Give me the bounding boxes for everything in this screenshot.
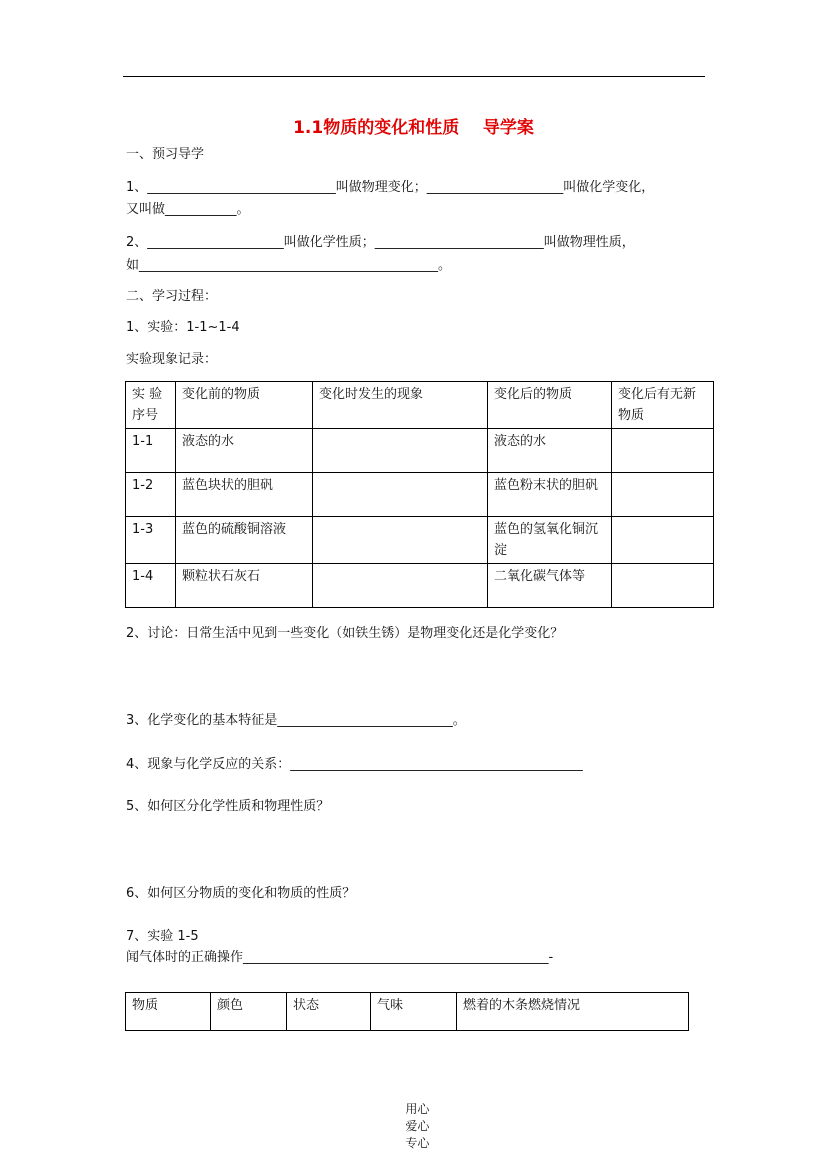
table-row [126,517,714,564]
footer-text: 专心 [405,1136,430,1150]
question-7: 7、实验 1-5 [126,929,199,944]
question-6: 6、如何区分物质的变化和物质的性质？ [126,886,356,901]
footer-text: 用心 [405,1102,430,1116]
table-header-row [126,382,714,429]
footer-text: 爱心 [405,1119,430,1133]
table-cell: 蓝色的硫酸铜溶液 [176,517,313,564]
table-row [126,473,714,517]
question-1-line-2: 又叫做___________。 [126,202,250,217]
question-5: 5、如何区分化学性质和物理性质？ [126,799,330,814]
table-row [126,564,714,608]
header-cell: 变化时发生的现象 [313,382,488,429]
table-cell [313,473,488,517]
table-cell: 液态的水 [176,429,313,473]
table-cell [313,517,488,564]
table-cell [313,429,488,473]
table-row [126,429,714,473]
experiment-1-label: 1、实验：1-1~1-4 [126,320,240,335]
section-heading-preview: 一、预习导学 [126,147,205,162]
table-cell [313,564,488,608]
header-cell: 物质 [126,993,211,1031]
table-cell: 蓝色的氢氧化铜沉淀 [488,517,612,564]
table-cell: 1-2 [126,473,176,517]
table-cell: 蓝色块状的胆矾 [176,473,313,517]
table-cell: 液态的水 [488,429,612,473]
table-cell: 蓝色粉末状的胆矾 [488,473,612,517]
question-discussion: 2、讨论：日常生活中见到一些变化（如铁生锈）是物理变化还是化学变化？ [126,626,564,641]
gas-properties-table [125,992,689,1031]
header-cell: 变化后的物质 [488,382,612,429]
page-title: 1.1物质的变化和性质 导学案 [293,118,534,138]
question-4: 4、现象与化学反应的关系：_____________________________________________ [126,757,583,772]
table-cell [612,429,714,473]
question-7-line-2: 闻气体时的正确操作_______________________________________________- [126,950,554,965]
question-1-line-1: 1、_____________________________叫做物理变化；_____________________叫做化学变化， [126,180,655,195]
page-footer [0,1086,827,1151]
section-heading-process: 二、学习过程： [126,289,218,304]
table-cell: 1-3 [126,517,176,564]
table-cell: 1-4 [126,564,176,608]
header-cell: 燃着的木条燃烧情况 [457,993,689,1031]
header-cell: 变化前的物质 [176,382,313,429]
experiment-record-table [125,381,714,608]
header-cell: 变化后有无新物质 [612,382,714,429]
table-cell [612,517,714,564]
header-cell: 颜色 [211,993,287,1031]
table-cell [612,564,714,608]
table-cell: 颗粒状石灰石 [176,564,313,608]
header-cell: 气味 [371,993,457,1031]
record-label: 实验现象记录： [126,352,218,367]
table-cell [612,473,714,517]
table-cell: 二氧化碳气体等 [488,564,612,608]
header-cell: 状态 [287,993,371,1031]
question-2-line-2: 如______________________________________________。 [126,258,451,273]
header-cell: 实 验序号 [126,382,176,429]
header-rule [123,76,705,77]
question-2-line-1: 2、_____________________叫做化学性质；__________________________叫做物理性质， [126,235,635,250]
table-cell: 1-1 [126,429,176,473]
table-header-row [126,993,689,1031]
question-3: 3、化学变化的基本特征是___________________________。 [126,713,466,728]
